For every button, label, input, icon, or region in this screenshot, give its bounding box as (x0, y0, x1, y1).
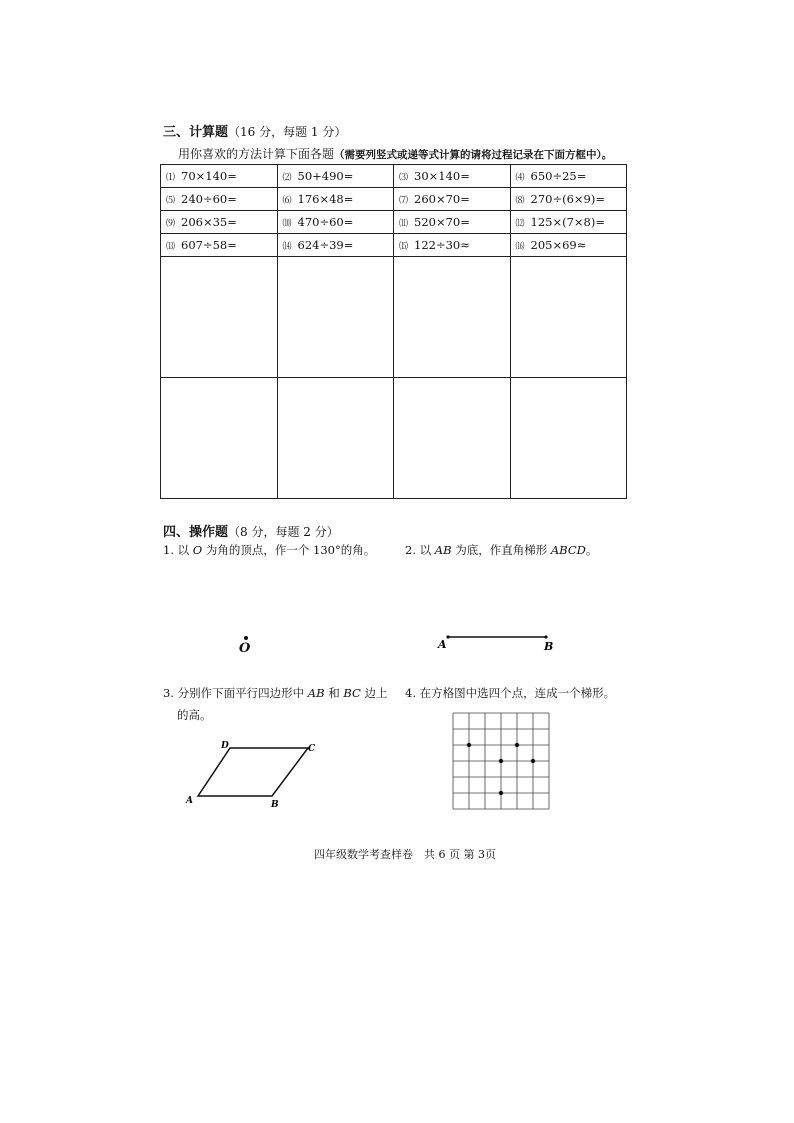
problem-cell (394, 165, 511, 188)
work-area-box[interactable] (277, 257, 394, 378)
instruction-text: 用你喜欢的方法计算下面各题 (178, 147, 335, 161)
question-4: 4. 在方格图中选四个点，连成一个梯形。 (405, 686, 616, 700)
section4-heading: 四、操作题 (163, 525, 229, 540)
section3-score-note: （16 分，每题 1 分） (228, 125, 347, 139)
problem-expression: 260×70= (414, 192, 470, 206)
calculation-table (160, 164, 627, 499)
problem-cell (161, 188, 278, 211)
work-area-box[interactable] (510, 378, 627, 499)
grid-figure[interactable] (452, 712, 550, 810)
work-area-box[interactable] (510, 257, 627, 378)
problem-expression: 240÷60= (181, 192, 237, 206)
problem-row (161, 188, 627, 211)
point-a (446, 635, 449, 638)
grid-dot[interactable] (531, 759, 535, 763)
q3-text-mid: 和 (324, 686, 344, 700)
section3-heading: 三、计算题 (163, 125, 229, 140)
problem-expression: 70×140= (181, 169, 237, 183)
problem-number: ⑾ (399, 219, 409, 229)
work-area-row (161, 257, 627, 378)
problem-row (161, 211, 627, 234)
label-b: B (544, 640, 554, 653)
problem-number: ⒃ (515, 242, 525, 252)
problem-number: ⑿ (515, 219, 525, 229)
q3-text-post: 边上 (360, 686, 388, 700)
label-b: B (271, 800, 279, 810)
problem-number: ⑽ (282, 219, 292, 229)
q2-var2: ABCD (550, 543, 586, 557)
instruction-note: （需要列竖式或递等式计算的请将过程记录在下面方框中）。 (334, 149, 613, 161)
section3-title (163, 121, 346, 140)
problem-expression: 520×70= (414, 215, 470, 229)
problem-cell (394, 211, 511, 234)
work-area-box[interactable] (394, 257, 511, 378)
problem-expression: 270÷(6×9)= (530, 192, 605, 206)
grid-dot[interactable] (499, 759, 503, 763)
problem-cell (277, 188, 394, 211)
problem-cell (161, 234, 278, 257)
problem-number: ⒁ (282, 242, 292, 252)
grid-dot[interactable] (515, 743, 519, 747)
problem-cell (277, 234, 394, 257)
vertex-point-dot[interactable] (244, 636, 248, 640)
problem-expression: 30×140= (414, 169, 470, 183)
problem-cell (161, 165, 278, 188)
problem-expression: 650÷25= (530, 169, 587, 183)
question-2 (405, 542, 597, 558)
label-a: A (186, 796, 193, 806)
grid-dot[interactable] (499, 791, 503, 795)
segment-ab-figure[interactable] (436, 628, 556, 654)
problem-expression: 176×48= (297, 192, 354, 206)
problem-expression: 205×69≈ (530, 238, 587, 252)
problem-cell (277, 211, 394, 234)
problem-cell (394, 234, 511, 257)
problem-cell (510, 234, 627, 257)
parallelogram-abcd[interactable] (198, 748, 308, 796)
page-footer: 四年级数学考查样卷 共 6 页 第 3页 (314, 848, 496, 861)
problem-cell (394, 188, 511, 211)
section3-instruction (178, 145, 612, 162)
problem-cell (510, 211, 627, 234)
problem-number: ⑴ (166, 173, 176, 183)
problem-expression: 206×35= (181, 215, 237, 229)
work-area-row (161, 378, 627, 499)
problem-number: ⒂ (399, 242, 409, 252)
problem-number: ⑻ (515, 196, 525, 206)
q2-var: AB (434, 543, 452, 557)
problem-number: ⑸ (166, 196, 176, 206)
problem-number: ⑺ (399, 196, 409, 206)
problem-number: ⑼ (166, 219, 176, 229)
problem-cell (510, 188, 627, 211)
q3-var2: BC (343, 686, 361, 700)
problem-expression: 607÷58= (181, 238, 237, 252)
work-area-box[interactable] (277, 378, 394, 499)
problem-number: ⑵ (282, 173, 292, 183)
problem-expression: 50+490= (297, 169, 354, 183)
problem-expression: 624÷39= (297, 238, 354, 252)
question-3 (163, 685, 388, 701)
work-area-box[interactable] (161, 378, 278, 499)
q3-text-pre: 3. 分别作下面平行四边形中 (163, 686, 308, 700)
vertex-label-o: O (239, 641, 251, 656)
problem-row (161, 165, 627, 188)
q2-text-end: 。 (585, 543, 598, 557)
question-1 (163, 542, 375, 558)
problem-number: ⑷ (515, 173, 525, 183)
label-d: D (221, 741, 229, 751)
q1-var: O (192, 543, 203, 557)
problem-cell (510, 165, 627, 188)
problem-expression: 125×(7×8)= (530, 215, 605, 229)
q1-text-post: 为角的顶点，作一个 130°的角。 (202, 543, 376, 557)
problem-number: ⑶ (399, 173, 409, 183)
work-area-box[interactable] (394, 378, 511, 499)
problem-cell (161, 211, 278, 234)
problem-expression: 122÷30≈ (414, 238, 470, 252)
q2-text-post: 为底，作直角梯形 (451, 543, 551, 557)
section4-title (163, 521, 339, 540)
label-a: A (438, 638, 447, 651)
label-c: C (308, 744, 316, 754)
section4-score-note: （8 分，每题 2 分） (228, 525, 339, 539)
problem-expression: 470÷60= (297, 215, 354, 229)
problem-number: ⑹ (282, 196, 292, 206)
grid-dot[interactable] (467, 743, 471, 747)
problem-row (161, 234, 627, 257)
question-3-line2: 的高。 (177, 708, 212, 722)
problem-number: ⒀ (166, 242, 176, 252)
q3-var: AB (307, 686, 325, 700)
parallelogram-figure[interactable] (180, 736, 330, 812)
q2-text-pre: 2. 以 (405, 543, 435, 557)
problem-cell (277, 165, 394, 188)
work-area-box[interactable] (161, 257, 278, 378)
point-b (544, 635, 547, 638)
q1-text-pre: 1. 以 (163, 543, 193, 557)
